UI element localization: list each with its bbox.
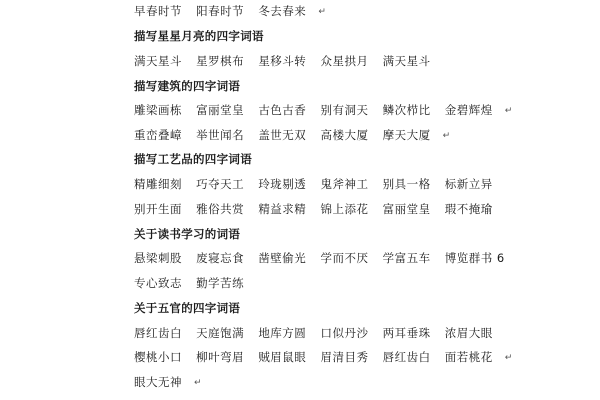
phrase: 柳叶弯眉: [196, 350, 245, 364]
phrase: 学富五车: [382, 251, 431, 265]
phrase: 盖世无双: [258, 128, 307, 142]
section-heading: 描写星星月亮的四字词语: [134, 29, 264, 43]
text-line: [134, 202, 493, 216]
phrase: 樱桃小口: [134, 350, 182, 364]
phrase: 别开生面: [134, 202, 182, 216]
phrase: 两耳垂珠: [382, 326, 431, 340]
phrase: 别有洞天: [320, 103, 369, 117]
phrase: 贼眉鼠眼: [258, 350, 307, 364]
phrase: 学而不厌: [320, 251, 369, 265]
phrase: 雕梁画栋: [134, 103, 182, 117]
phrase: 冬去春来: [258, 4, 307, 18]
phrase: 鬼斧神工: [320, 177, 369, 191]
text-line: [134, 251, 505, 265]
paragraph-mark: ↵: [442, 131, 451, 141]
phrase: 重峦叠嶂: [134, 128, 182, 142]
phrase: 举世闻名: [196, 128, 245, 142]
text-line: [134, 375, 202, 390]
phrase: 凿壁偷光: [258, 251, 307, 265]
phrase: 玲珑剔透: [258, 177, 307, 191]
paragraph-mark: ↵: [504, 106, 513, 116]
phrase: 满天星斗: [382, 54, 431, 68]
phrase: 星移斗转: [258, 54, 307, 68]
text-line: [134, 103, 513, 118]
text-line: [134, 128, 451, 143]
section-heading: 关于五官的四字词语: [134, 301, 241, 315]
phrase: 废寝忘食: [196, 251, 245, 265]
phrase: 眉清目秀: [320, 350, 369, 364]
text-line: [134, 4, 326, 19]
phrase: 阳春时节: [196, 4, 245, 18]
phrase: 满天星斗: [134, 54, 182, 68]
text-line: [134, 54, 431, 68]
phrase: 天庭饱满: [196, 326, 245, 340]
text-line: [134, 177, 493, 191]
section-heading: 描写工艺品的四字词语: [134, 152, 252, 166]
text-line: [134, 350, 513, 365]
phrase: 唇红齿白: [134, 326, 182, 340]
paragraph-mark: ↵: [194, 378, 203, 388]
phrase: 瑕不掩瑜: [444, 202, 493, 216]
phrase: 精益求精: [258, 202, 307, 216]
phrase: 雅俗共赏: [196, 202, 245, 216]
phrase: 唇红齿白: [382, 350, 431, 364]
phrase: 早春时节: [134, 4, 182, 18]
text-line: [134, 276, 244, 290]
phrase: 众星拱月: [320, 54, 369, 68]
phrase: 悬梁刺股: [134, 251, 182, 265]
text-line: [134, 326, 493, 340]
phrase: 巧夺天工: [196, 177, 245, 191]
phrase: 浓眉大眼: [444, 326, 493, 340]
phrase: 富丽堂皇: [382, 202, 431, 216]
phrase: 古色古香: [258, 103, 307, 117]
phrase: 摩天大厦: [382, 128, 431, 142]
phrase: 专心致志: [134, 276, 182, 290]
section-heading: 描写建筑的四字词语: [134, 79, 241, 93]
phrase: 口似丹沙: [320, 326, 369, 340]
phrase: 面若桃花: [444, 350, 493, 364]
phrase: 金碧辉煌: [444, 103, 493, 117]
phrase: 精雕细刻: [134, 177, 182, 191]
phrase: 勤学苦练: [196, 276, 245, 290]
paragraph-mark: ↵: [504, 353, 513, 363]
paragraph-mark: ↵: [318, 7, 327, 17]
phrase: 富丽堂皇: [196, 103, 245, 117]
phrase: 星罗棋布: [196, 54, 245, 68]
phrase: 锦上添花: [320, 202, 369, 216]
phrase: 标新立异: [444, 177, 493, 191]
phrase: 地库方圆: [258, 326, 307, 340]
phrase: 博览群书 6: [444, 251, 505, 265]
phrase: 高楼大厦: [320, 128, 369, 142]
phrase: 眼大无神: [134, 375, 182, 389]
phrase: 鳞次栉比: [382, 103, 431, 117]
phrase: 别具一格: [382, 177, 431, 191]
section-heading: 关于读书学习的词语: [134, 227, 241, 241]
